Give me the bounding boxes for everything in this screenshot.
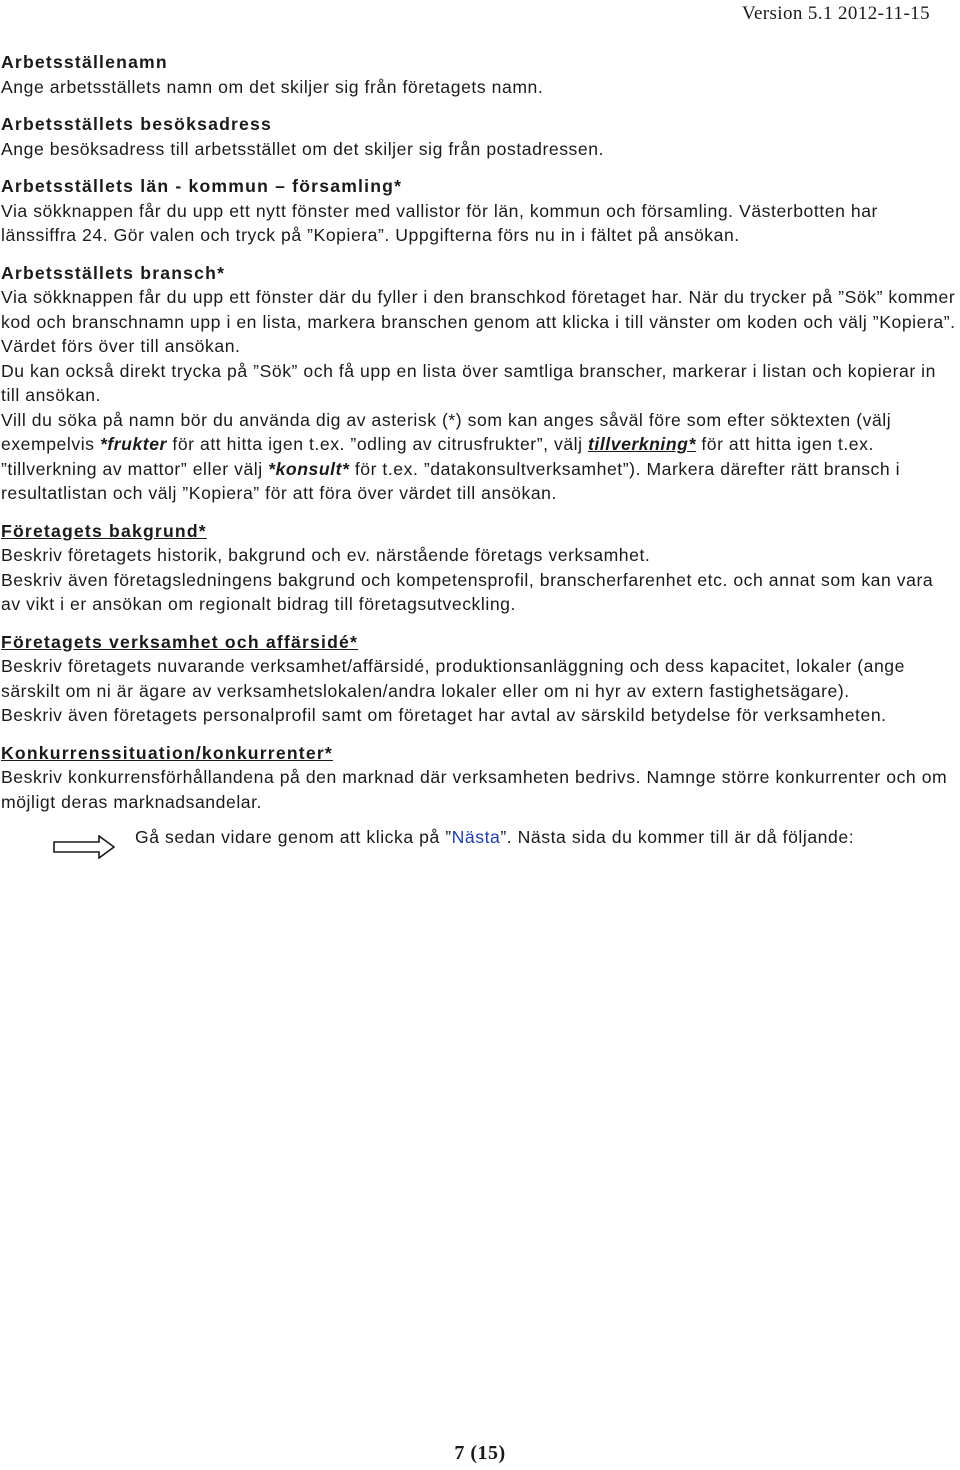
text-run: för att hitta igen t.ex. ”odling av citrusfrukter”, välj	[166, 434, 589, 454]
section-heading: Företagets bakgrund*	[1, 520, 207, 541]
nasta-link[interactable]: Nästa	[451, 827, 501, 847]
section-heading: Arbetsställets besöksadress	[1, 114, 273, 134]
section-heading: Arbetsställets bransch*	[1, 262, 226, 283]
section-text: Du kan också direkt trycka på ”Sök” och få upp en lista över samtliga branscher, markerar i listan och kopierar in till ansökan.	[1, 360, 936, 405]
section-heading: Arbetsställets län - kommun – församling*	[1, 176, 403, 196]
section-besoksadress	[1, 112, 956, 161]
text-run: för t.ex. ”datakonsultverksamhet”). Markera därefter rätt bransch i resultatlistan och välj ”Kopiera” för att föra över värdet till ansökan.	[1, 458, 901, 503]
section-konkurrens	[1, 741, 956, 815]
section-text: Beskriv företagets nuvarande verksamhet/affärsidé, produktionsanläggning och dess kapacitet, lokaler (ange särskilt om ni är ägare av verksamhetslokalen/andra lokaler eller om ni hyr av extern fastighetsägare).	[1, 656, 905, 701]
text-run: ”. Nästa sida du kommer till är då följande:	[500, 827, 855, 847]
section-text: Beskriv konkurrensförhållandena på den marknad där verksamheten bedrivs. Namnge större konkurrenter och om möjligt deras marknadsandelar.	[1, 767, 948, 812]
section-text: Ange besöksadress till arbetsstället om det skiljer sig från postadressen.	[1, 138, 604, 159]
section-text: Via sökknappen får du upp ett fönster där du fyller i den branschkod företaget har. När du trycker på ”Sök” kommer kod och branschnamn upp i en lista, markera branschen genom att klicka i till vänster om koden och välj ”Kopiera”. Värdet förs över till ansökan.	[1, 287, 956, 356]
document-version: Version 5.1 2012-11-15	[741, 3, 930, 24]
text-run: Gå sedan vidare genom att klicka på ”	[135, 827, 452, 847]
document-body	[1, 50, 956, 881]
section-arbetsstallenamn	[1, 50, 956, 99]
section-verksamhet	[1, 630, 956, 728]
section-text: Via sökknappen får du upp ett nytt fönster med vallistor för län, kommun och församling. Västerbotten har länssiffra 24. Gör valen och tryck på ”Kopiera”. Uppgifterna förs nu in i fältet på ansökan.	[1, 200, 878, 245]
section-heading: Konkurrenssituation/konkurrenter*	[1, 742, 333, 763]
page-number: 7 (15)	[454, 1442, 506, 1464]
next-instruction	[1, 825, 956, 881]
text-run: för att hitta igen t.ex. ”tillverkning av mattor” eller välj	[1, 434, 874, 479]
section-heading: Företagets verksamhet och affärsidé*	[1, 631, 359, 652]
section-text: Ange arbetsställets namn om det skiljer sig från företagets namn.	[1, 76, 544, 97]
example-frukter: *frukter	[99, 434, 167, 454]
section-bransch	[1, 261, 956, 506]
next-instruction-text	[135, 825, 950, 850]
section-lan-kommun	[1, 174, 956, 248]
example-tillverkning: tillverkning*	[588, 434, 696, 454]
text-run: Vill du söka på namn bör du använda dig av asterisk (*) som kan anges såväl före som efter söktexten (välj exempelvis	[1, 409, 892, 454]
section-text: Beskriv företagets historik, bakgrund och ev. närstående företags verksamhet.	[1, 545, 651, 565]
example-konsult: *konsult*	[268, 458, 350, 479]
section-heading: Arbetsställenamn	[1, 52, 168, 72]
section-text: Beskriv även företagets personalprofil samt om företaget har avtal av särskild betydelse för verksamheten.	[1, 705, 887, 725]
section-bakgrund	[1, 519, 956, 617]
section-text	[1, 408, 956, 506]
arrow-right-icon	[53, 835, 115, 859]
section-text: Beskriv även företagsledningens bakgrund och kompetensprofil, branscherfarenhet etc. och annat som kan vara av vikt i er ansökan om regionalt bidrag till företagsutveckling.	[1, 569, 934, 614]
